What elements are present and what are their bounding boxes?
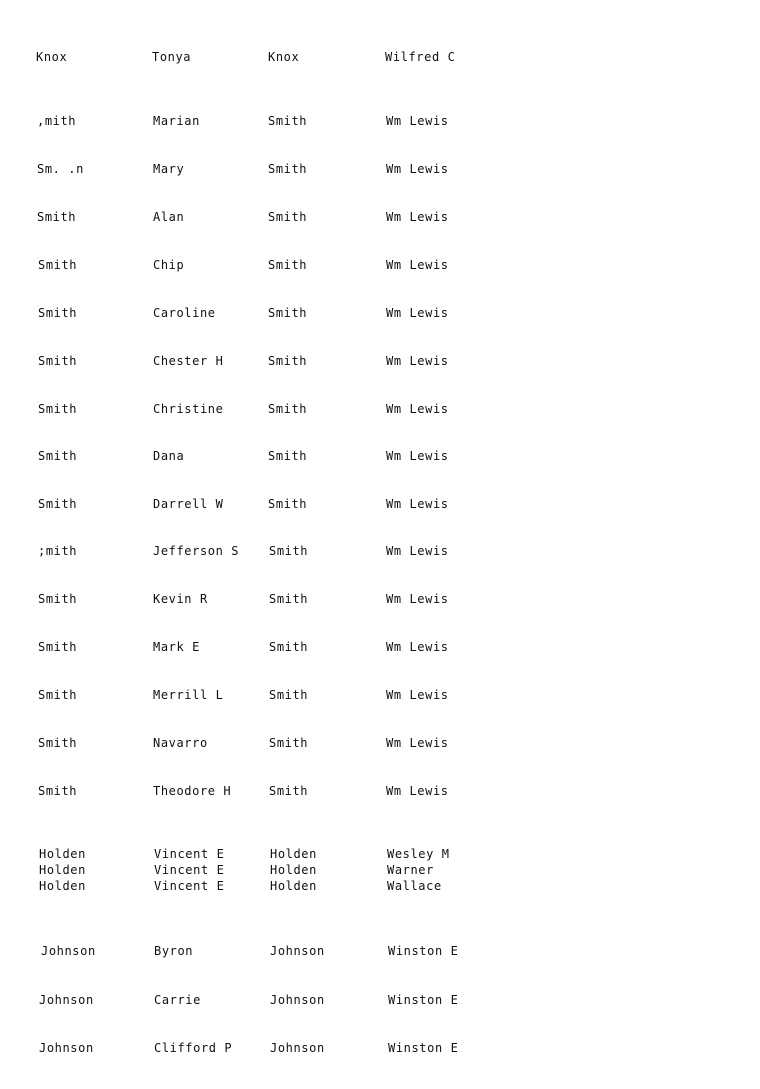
row-20-spouse-given-name: Winston E xyxy=(388,944,459,958)
row-4-spouse-given-name: Wm Lewis xyxy=(386,210,449,224)
row-21-spouse-surname: Johnson xyxy=(270,993,325,1007)
row-7-spouse-surname: Smith xyxy=(268,354,308,368)
row-14-spouse-given-name: Wm Lewis xyxy=(386,688,449,702)
row-15-spouse-given-name: Wm Lewis xyxy=(386,736,449,750)
row-6-spouse-surname: Smith xyxy=(268,306,308,320)
row-7-spouse-given-name: Wm Lewis xyxy=(386,354,449,368)
row-2-spouse-surname: Smith xyxy=(268,114,308,128)
row-6-spouse-given-name: Wm Lewis xyxy=(386,306,449,320)
row-13-spouse-surname: Smith xyxy=(269,640,309,654)
row-1-spouse-given-name: Wilfred C xyxy=(385,50,456,64)
row-15-given-name: Navarro xyxy=(153,736,208,750)
row-15-spouse-surname: Smith xyxy=(269,736,309,750)
row-13-surname: Smith xyxy=(38,640,78,654)
row-18-given-name: Vincent E xyxy=(154,863,225,877)
row-4-spouse-surname: Smith xyxy=(268,210,308,224)
row-11-spouse-surname: Smith xyxy=(269,544,309,558)
row-20-given-name: Byron xyxy=(154,944,194,958)
row-19-surname: Holden xyxy=(39,879,86,893)
row-22-spouse-given-name: Winston E xyxy=(388,1041,459,1055)
row-9-spouse-surname: Smith xyxy=(268,449,308,463)
row-1-spouse-surname: Knox xyxy=(268,50,300,64)
row-16-given-name: Theodore H xyxy=(153,784,232,798)
row-16-spouse-given-name: Wm Lewis xyxy=(386,784,449,798)
row-10-spouse-surname: Smith xyxy=(268,497,308,511)
row-8-spouse-given-name: Wm Lewis xyxy=(386,402,449,416)
row-4-given-name: Alan xyxy=(153,210,185,224)
row-8-given-name: Christine xyxy=(153,402,224,416)
row-12-spouse-given-name: Wm Lewis xyxy=(386,592,449,606)
row-17-spouse-given-name: Wesley M xyxy=(387,847,450,861)
row-8-spouse-surname: Smith xyxy=(268,402,308,416)
row-3-surname: Sm. .n xyxy=(37,162,84,176)
row-22-surname: Johnson xyxy=(39,1041,94,1055)
row-11-given-name: Jefferson S xyxy=(153,544,240,558)
row-19-spouse-surname: Holden xyxy=(270,879,317,893)
row-10-given-name: Darrell W xyxy=(153,497,224,511)
row-5-given-name: Chip xyxy=(153,258,185,272)
row-18-spouse-given-name: Warner xyxy=(387,863,434,877)
row-16-spouse-surname: Smith xyxy=(269,784,309,798)
row-19-spouse-given-name: Wallace xyxy=(387,879,442,893)
row-17-given-name: Vincent E xyxy=(154,847,225,861)
row-18-surname: Holden xyxy=(39,863,86,877)
row-21-surname: Johnson xyxy=(39,993,94,1007)
row-12-given-name: Kevin R xyxy=(153,592,208,606)
row-7-given-name: Chester H xyxy=(153,354,224,368)
row-2-spouse-given-name: Wm Lewis xyxy=(386,114,449,128)
row-12-surname: Smith xyxy=(38,592,78,606)
row-7-surname: Smith xyxy=(38,354,78,368)
row-11-spouse-given-name: Wm Lewis xyxy=(386,544,449,558)
row-1-surname: Knox xyxy=(36,50,68,64)
row-9-given-name: Dana xyxy=(153,449,185,463)
row-2-given-name: Marian xyxy=(153,114,200,128)
row-21-given-name: Carrie xyxy=(154,993,201,1007)
row-2-surname: ,mith xyxy=(37,114,77,128)
row-5-spouse-surname: Smith xyxy=(268,258,308,272)
row-10-surname: Smith xyxy=(38,497,78,511)
row-13-spouse-given-name: Wm Lewis xyxy=(386,640,449,654)
row-3-spouse-surname: Smith xyxy=(268,162,308,176)
row-22-spouse-surname: Johnson xyxy=(270,1041,325,1055)
row-5-surname: Smith xyxy=(38,258,78,272)
row-5-spouse-given-name: Wm Lewis xyxy=(386,258,449,272)
row-16-surname: Smith xyxy=(38,784,78,798)
row-4-surname: Smith xyxy=(37,210,77,224)
row-13-given-name: Mark E xyxy=(153,640,200,654)
row-12-spouse-surname: Smith xyxy=(269,592,309,606)
row-17-surname: Holden xyxy=(39,847,86,861)
row-6-surname: Smith xyxy=(38,306,78,320)
row-3-given-name: Mary xyxy=(153,162,185,176)
row-22-given-name: Clifford P xyxy=(154,1041,233,1055)
row-18-spouse-surname: Holden xyxy=(270,863,317,877)
row-3-spouse-given-name: Wm Lewis xyxy=(386,162,449,176)
row-8-surname: Smith xyxy=(38,402,78,416)
row-9-surname: Smith xyxy=(38,449,78,463)
row-14-given-name: Merrill L xyxy=(153,688,224,702)
row-21-spouse-given-name: Winston E xyxy=(388,993,459,1007)
row-10-spouse-given-name: Wm Lewis xyxy=(386,497,449,511)
row-14-spouse-surname: Smith xyxy=(269,688,309,702)
row-20-surname: Johnson xyxy=(41,944,96,958)
row-9-spouse-given-name: Wm Lewis xyxy=(386,449,449,463)
row-19-given-name: Vincent E xyxy=(154,879,225,893)
row-14-surname: Smith xyxy=(38,688,78,702)
row-15-surname: Smith xyxy=(38,736,78,750)
row-11-surname: ;mith xyxy=(38,544,78,558)
row-17-spouse-surname: Holden xyxy=(270,847,317,861)
row-20-spouse-surname: Johnson xyxy=(270,944,325,958)
row-1-given-name: Tonya xyxy=(152,50,192,64)
row-6-given-name: Caroline xyxy=(153,306,216,320)
